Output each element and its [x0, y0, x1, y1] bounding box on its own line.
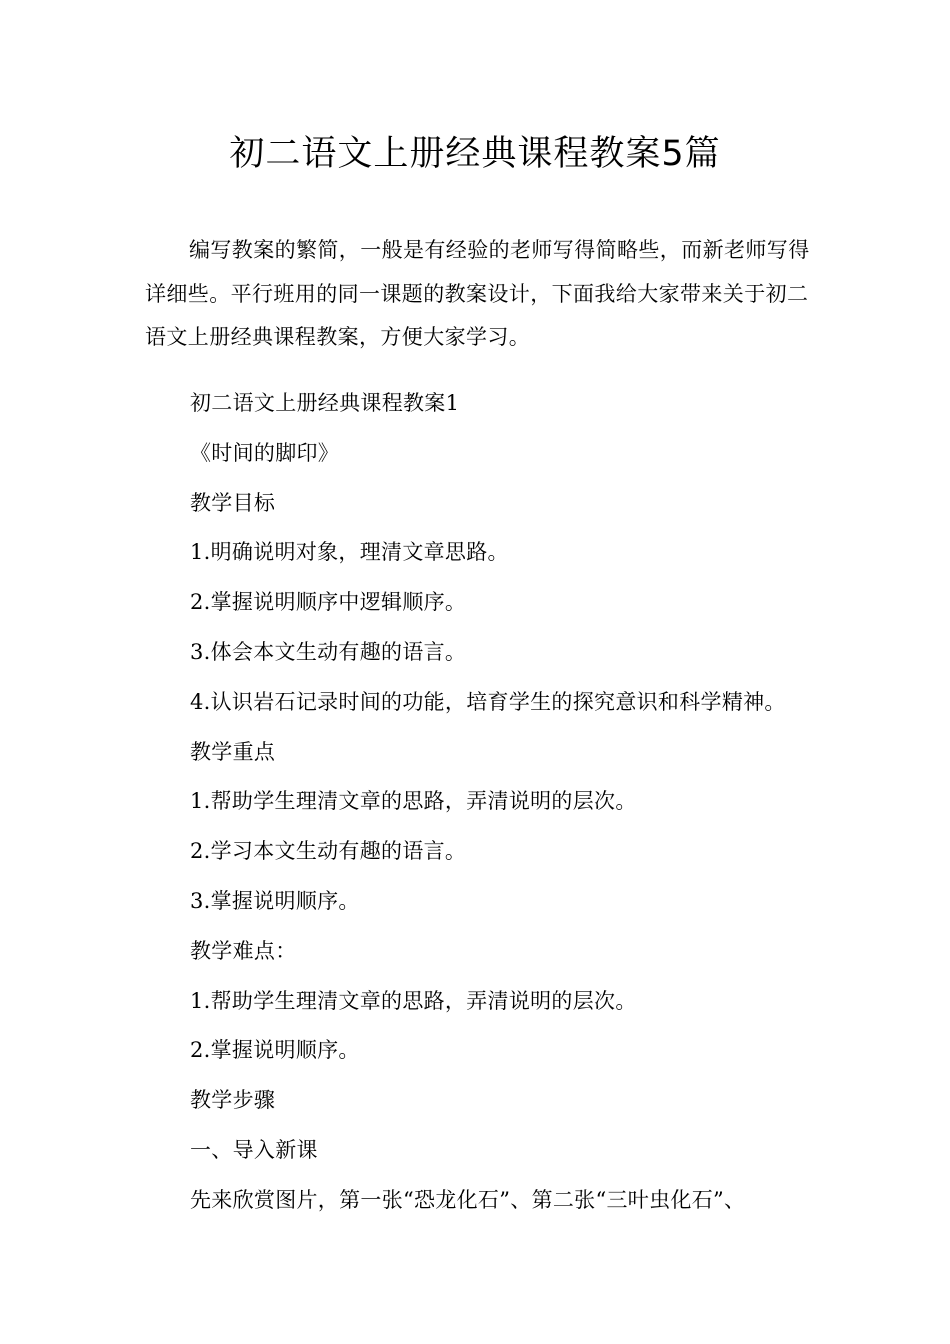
paragraph-line: 先来欣赏图片，第一张“恐龙化石”、第二张“三叶虫化石”、	[190, 1187, 746, 1212]
goal-item: 1.明确说明对象，理清文章思路。	[190, 540, 509, 565]
section-heading-lesson-1: 初二语文上册经典课程教案1	[190, 391, 460, 415]
heading-teaching-difficulty: 教学难点：	[190, 938, 297, 963]
document-body	[190, 379, 830, 1226]
focus-item: 1.帮助学生理清文章的思路，弄清说明的层次。	[190, 789, 637, 814]
intro-paragraph: 编写教案的繁简，一般是有经验的老师写得简略些，而新老师写得详细些。平行班用的同一课题的教案设计，下面我给大家带来关于初二语文上册经典课程教案，方便大家学习。	[145, 238, 810, 349]
goal-item: 2.掌握说明顺序中逻辑顺序。	[190, 590, 467, 615]
lesson-title: 《时间的脚印》	[190, 440, 340, 465]
goal-item: 4.认识岩石记录时间的功能，培育学生的探究意识和科学精神。	[190, 689, 786, 714]
difficulty-item: 2.掌握说明顺序。	[190, 1038, 360, 1063]
heading-teaching-goals: 教学目标	[190, 490, 276, 515]
step-heading: 一、导入新课	[190, 1137, 318, 1162]
heading-teaching-focus: 教学重点	[190, 739, 276, 764]
document-title: 初二语文上册经典课程教案5篇	[229, 134, 721, 174]
goal-item: 3.体会本文生动有趣的语言。	[190, 639, 467, 664]
heading-teaching-steps: 教学步骤	[190, 1088, 276, 1113]
focus-item: 3.掌握说明顺序。	[190, 888, 360, 913]
difficulty-item: 1.帮助学生理清文章的思路，弄清说明的层次。	[190, 988, 637, 1013]
focus-item: 2.学习本文生动有趣的语言。	[190, 839, 467, 864]
